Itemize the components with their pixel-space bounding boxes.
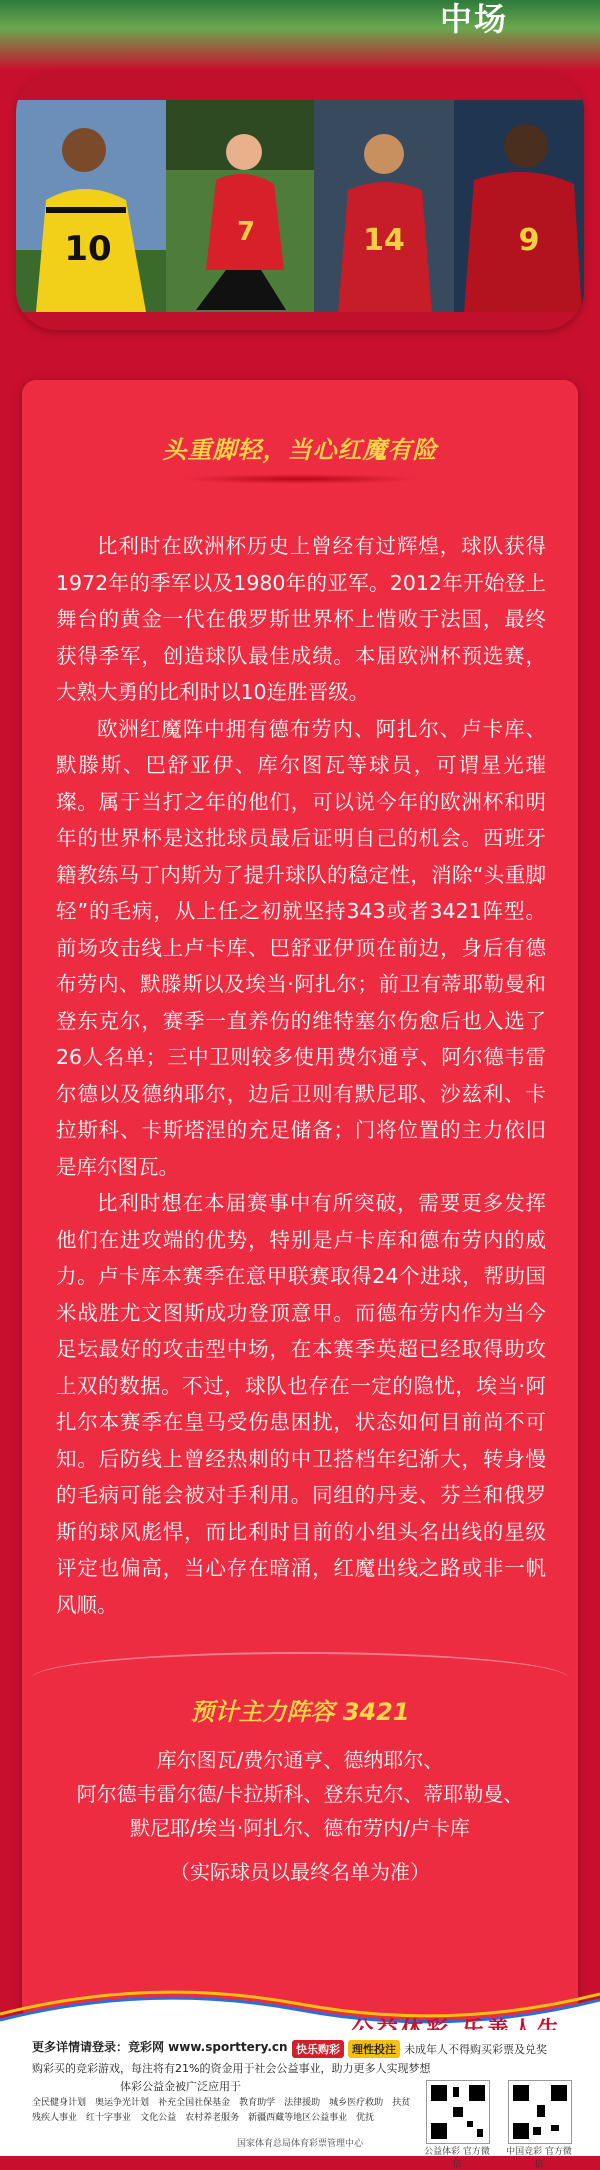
player-photo-hazard <box>16 100 166 312</box>
footer-uses-title: 体彩公益金被广泛应用于 <box>120 2080 241 2093</box>
use-item: 文化公益 <box>140 2113 177 2123</box>
heading-underline <box>180 474 420 484</box>
use-item: 新疆西藏等地区公益事业 <box>248 2113 348 2123</box>
article-paragraph: 比利时在欧洲杯历史上曾经有过辉煌，球队获得1972年的季军以及1980年的亚军。2012年开始登上舞台的黄金一代在俄罗斯世界杯上惜败于法国，最终获得季军，创造球队最佳成绩。本届欧洲杯预选赛，大熟大勇的比利时以10连胜晋级。 <box>56 534 546 704</box>
section-divider <box>32 1652 568 1678</box>
footer-organization: 国家体育总局体育彩票管理中心 <box>236 2139 363 2149</box>
qr-code-sports-lottery[interactable] <box>426 2080 490 2144</box>
use-item: 补充全国社保基金 <box>158 2098 231 2108</box>
de-bruyne-image <box>166 100 314 312</box>
top-heading-word: 中场 <box>439 0 508 38</box>
lineup-row: 默尼耶/埃当·阿扎尔、德布劳内/卢卡库 <box>130 1816 470 1840</box>
use-item: 农村养老服务 <box>185 2113 240 2123</box>
svg-text:9: 9 <box>518 223 540 258</box>
use-item: 教育助学 <box>239 2098 276 2108</box>
use-item: 优抚 <box>356 2113 375 2123</box>
lineup-title: 预计主力阵容 3421 <box>190 1698 410 1726</box>
use-item: 法律援助 <box>284 2098 321 2108</box>
use-item: 城乡医疗救助 <box>329 2098 384 2108</box>
use-item: 奥运争光计划 <box>95 2098 150 2108</box>
badge-rational: 理性投注 <box>348 2040 400 2058</box>
article-body <box>56 528 546 1623</box>
qr1-label: 公益体彩 官方微信 <box>424 2147 490 2170</box>
lineup-note: （实际球员以最终名单为准） <box>170 1860 430 1884</box>
article-paragraph: 比利时想在本届赛事中有所突破，需要更多发挥他们在进攻端的优势，特别是卢卡库和德布劳内的威力。卢卡库本赛季在意甲联赛取得24个进球，帮助国米战胜尤文图斯成功登顶意甲。而德布劳内作为当今足坛最好的攻击型中场，在本赛季英超已经取得助攻上双的数据。不过，球队也存在一定的隐忧，埃当·阿扎尔本赛季在皇马受伤患困扰，状态如何目前尚不可知。后防线上曾经热刺的中卫搭档年纪渐大，转身慢的毛病可能会被对手利用。同组的丹麦、芬兰和俄罗斯的球风彪悍，而比利时目前的小组头名出线的星级评定也偏高，当心存在暗涌，红魔出线之路或非一帆风顺。 <box>56 1191 546 1617</box>
lineup-row: 阿尔德韦雷尔德/卡拉斯科、登东克尔、蒂耶勒曼、 <box>76 1782 524 1806</box>
badge-happy-buy: 快乐购彩 <box>292 2040 344 2058</box>
footer-charity-line: 购彩买的竞彩游戏，每注将有21%的资金用于社会公益事业，助力更多人实现梦想 <box>32 2062 431 2075</box>
qr2-label: 中国竞彩 官方微信 <box>506 2147 572 2170</box>
player-photo-carrasco <box>314 100 454 312</box>
use-item: 扶贫 <box>392 2098 411 2108</box>
player-banner <box>16 72 584 330</box>
article-panel <box>22 380 578 2020</box>
use-item: 全民健身计划 <box>32 2098 87 2108</box>
use-item: 红十字事业 <box>86 2113 132 2123</box>
article-heading: 头重脚轻，当心红魔有险 <box>162 436 438 464</box>
qr-code-china-lottery[interactable] <box>508 2080 572 2144</box>
badges <box>292 2040 547 2058</box>
underage-notice: 未成年人不得购买彩票及兑奖 <box>404 2043 547 2056</box>
banner-photo-area <box>16 100 584 312</box>
lukaku-image <box>454 100 584 312</box>
carrasco-image <box>314 100 454 312</box>
footer-uses-list <box>32 2096 412 2126</box>
lineup-row: 库尔图瓦/费尔通亨、德纳耶尔、 <box>156 1748 444 1772</box>
hazard-image <box>16 100 166 312</box>
top-photo-strip <box>0 0 600 70</box>
svg-text:7: 7 <box>236 217 256 247</box>
article-paragraph: 欧洲红魔阵中拥有德布劳内、阿扎尔、卢卡库、默滕斯、巴舒亚伊、库尔图瓦等球员，可谓星光璀璨。属于当打之年的他们，可以说今年的欧洲杯和明年的世界杯是这批球员最后证明自己的机会。西班牙籍教练马丁内斯为了提升球队的稳定性，消除“头重脚轻”的毛病，从上任之初就坚持343或者3421阵型。前场攻击线上卢卡库、巴舒亚伊顶在前边，身后有德布劳内、默滕斯以及埃当·阿扎尔；前卫有蒂耶勒曼和登东克尔，赛季一直养伤的维特塞尔伤愈后也入选了26人名单；三中卫则较多使用费尔通亨、阿尔德韦雷尔德以及德纳耶尔，边后卫则有默尼耶、沙兹利、卡拉斯科、卡斯塔涅的充足储备；门将位置的主力依旧是库尔图瓦。 <box>56 716 546 1179</box>
more-info-link[interactable]: 更多详情请登录：竞彩网 www.sporttery.cn <box>32 2040 288 2054</box>
svg-text:10: 10 <box>64 229 112 269</box>
player-photo-lukaku <box>454 100 584 312</box>
player-photo-de-bruyne <box>166 100 314 312</box>
svg-text:14: 14 <box>363 223 405 258</box>
use-item: 残疾人事业 <box>32 2113 78 2123</box>
